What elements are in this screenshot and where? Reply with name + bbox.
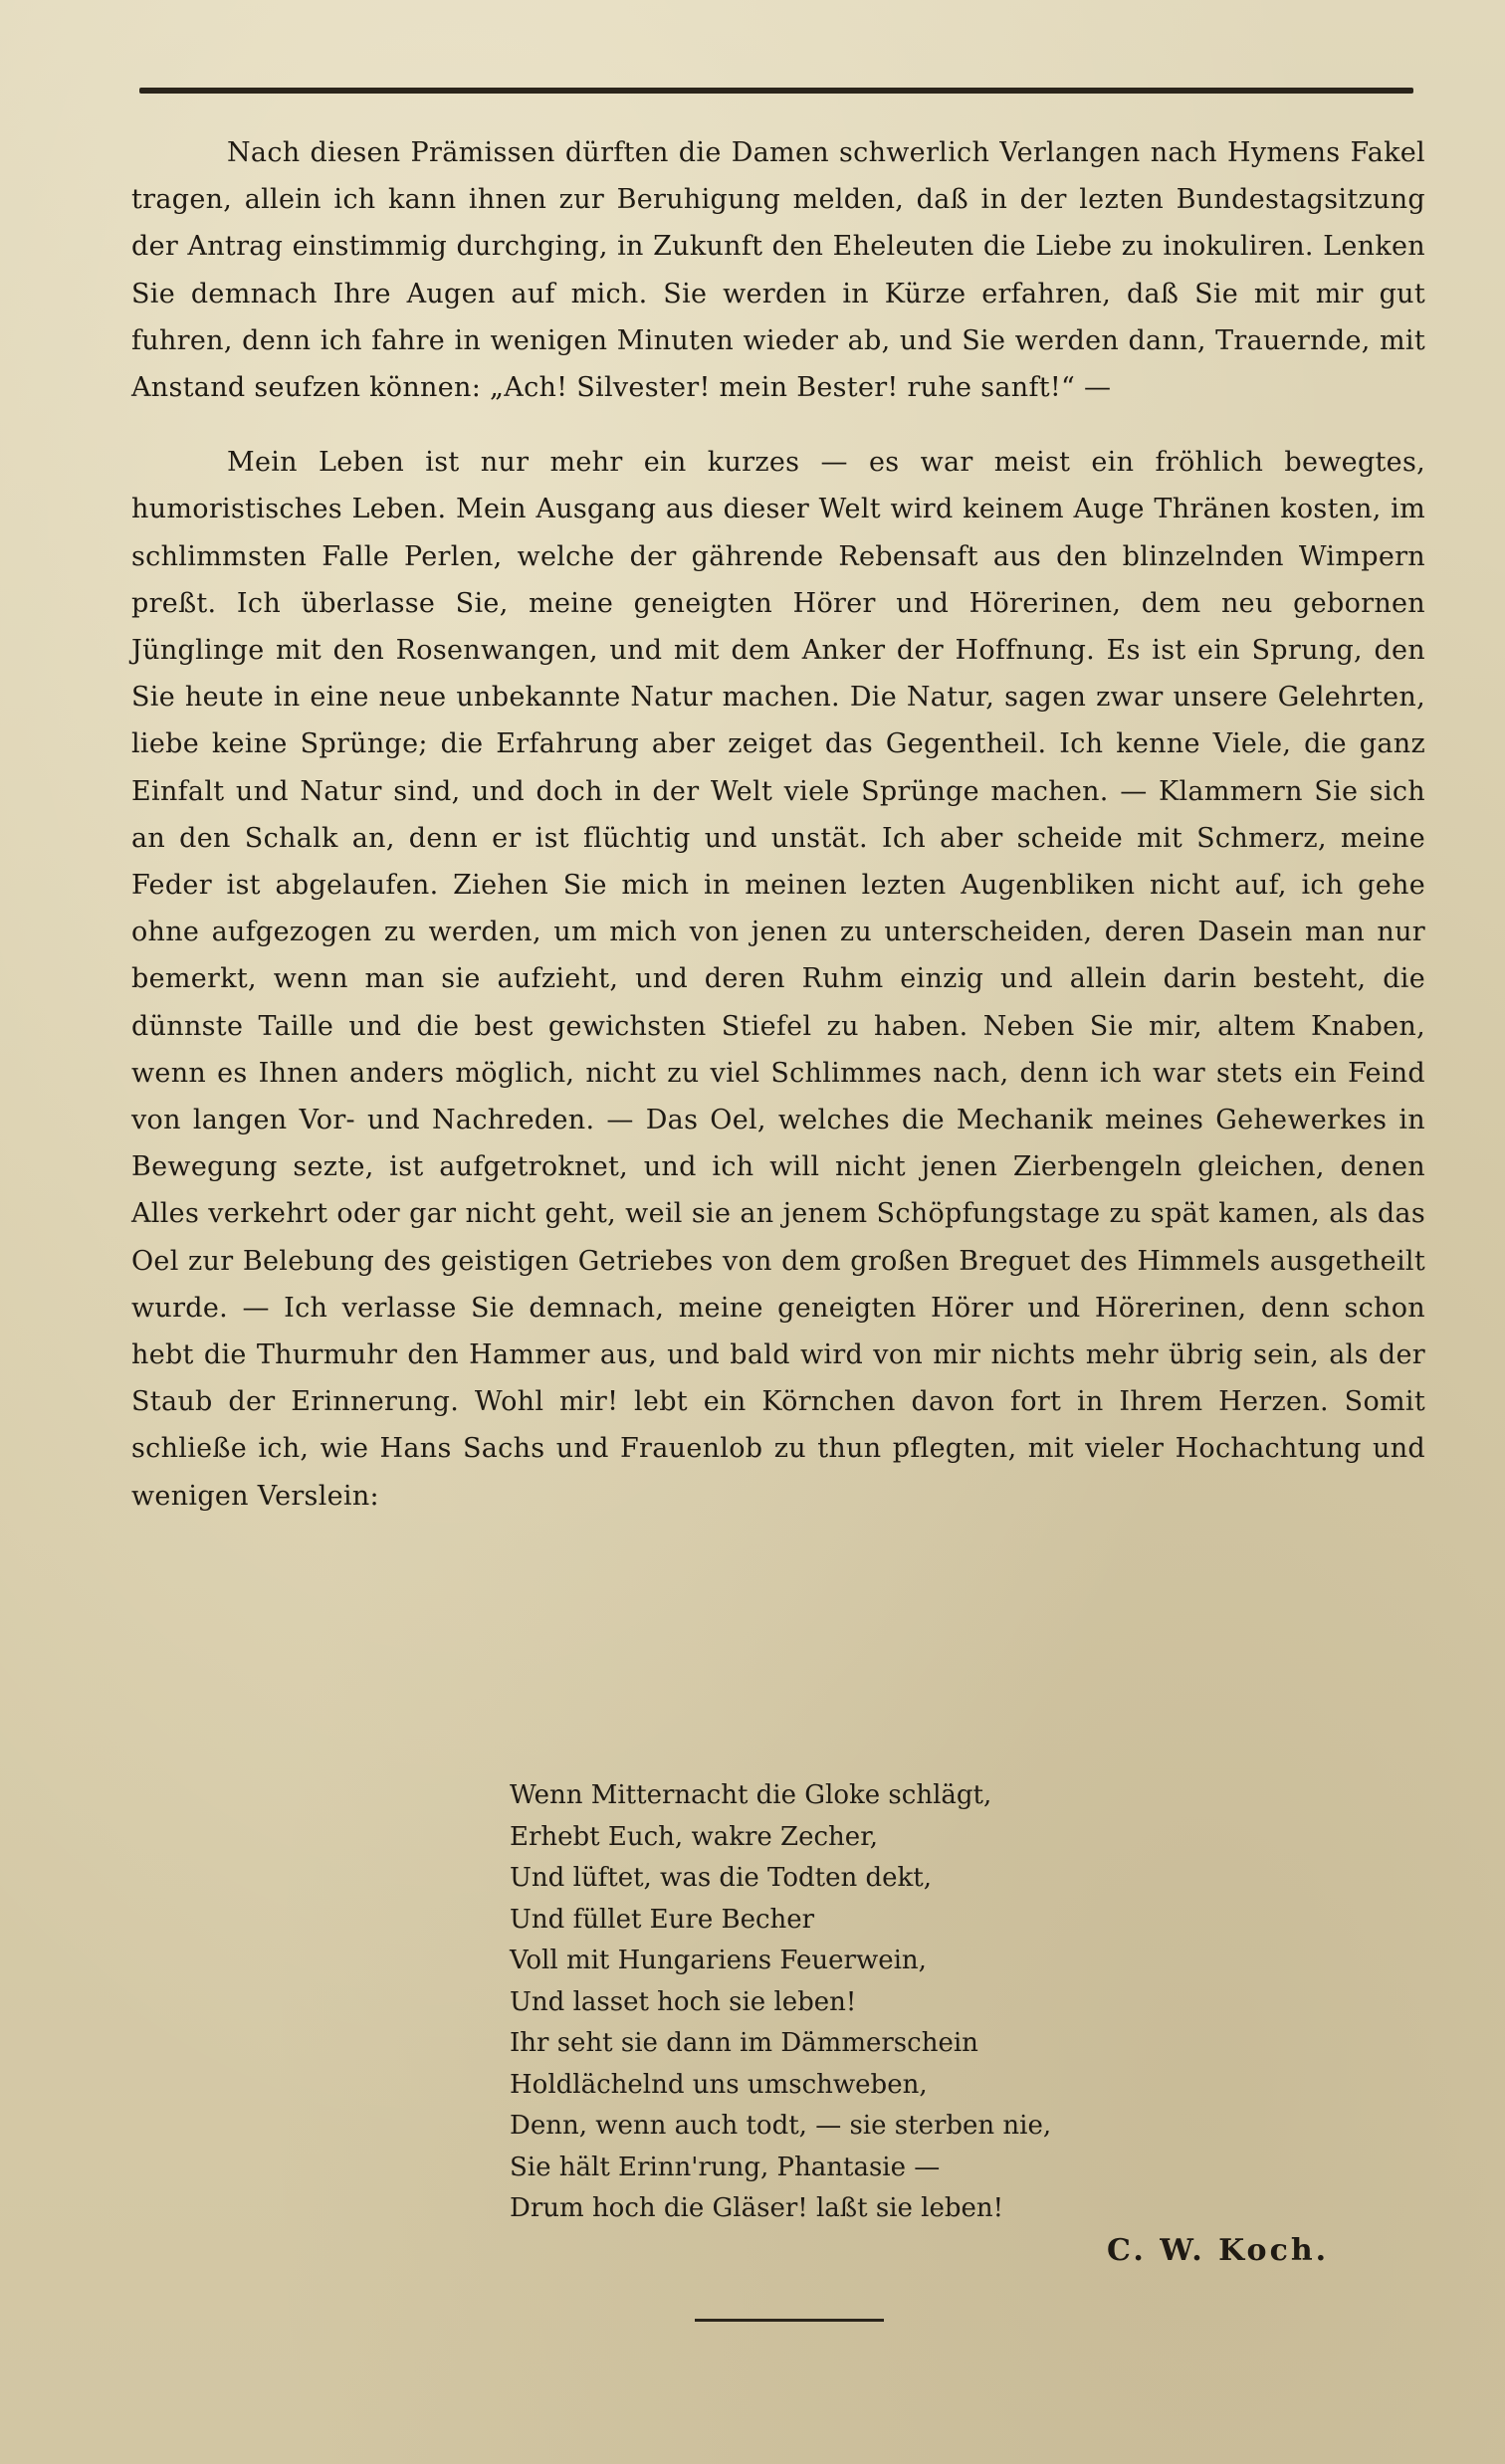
body-text	[131, 129, 1425, 1520]
verse-line-6: Und lasset hoch sie leben!	[510, 1986, 857, 2017]
top-rule	[139, 88, 1413, 94]
verse-line-1: Wenn Mitternacht die Gloke schlägt,	[510, 1780, 992, 1810]
verse-block	[510, 1775, 1266, 2230]
verse-line-9: Denn, wenn auch todt, — sie sterben nie,	[510, 2111, 1052, 2141]
verse-line-3: Und lüftet, was die Todten dekt,	[510, 1863, 932, 1893]
verse-line-5: Voll mit Hungariens Feuerwein,	[510, 1946, 927, 1975]
paragraph-2: Mein Leben ist nur mehr ein kurzes — es war meist ein fröhlich bewegtes, humoristisches Leben. Mein Ausgang aus dieser Welt wird keinem Auge Thränen kosten, im schlimmsten Falle Perlen, welche der gährende Rebensaft aus den blinzelnden Wimpern preßt. Ich überlasse Sie, meine geneigten Hörer und Hörerinen, dem neu gebornen Jünglinge mit den Rosenwangen, und mit dem Anker der Hoffnung. Es ist ein Sprung, den Sie heute in eine neue unbekannte Natur machen. Die Natur, sagen zwar unsere Gelehrten, liebe keine Sprünge; die Erfahrung aber zeiget das Gegentheil. Ich kenne Viele, die ganz Einfalt und Natur sind, und doch in der Welt viele Sprünge machen. — Klammern Sie sich an den Schalk an, denn er ist flüchtig und unstät. Ich aber scheide mit Schmerz, meine Feder ist abgelaufen. Ziehen Sie mich in meinen lezten Augenbliken nicht auf, ich gehe ohne aufgezogen zu werden, um mich von jenen zu unterscheiden, deren Dasein man nur bemerkt, wenn man sie aufzieht, und deren Ruhm einzig und allein darin besteht, die dünnste Taille und die best gewichsten Stiefel zu haben. Neben Sie mir, altem Knaben, wenn es Ihnen anders möglich, nicht zu viel Schlimmes nach, denn ich war stets ein Feind von langen Vor- und Nachreden. — Das Oel, welches die Mechanik meines Gehewerkes in Bewegung sezte, ist aufgetroknet, und ich will nicht jenen Zierbengeln gleichen, denen Alles verkehrt oder gar nicht geht, weil sie an jenem Schöpfungstage zu spät kamen, als das Oel zur Belebung des geistigen Getriebes von dem großen Breguet des Himmels ausgetheilt wurde. — Ich verlasse Sie demnach, meine geneigten Hörer und Hörerinen, denn schon hebt die Thurmuhr den Hammer aus, und bald wird von mir nichts mehr übrig sein, als der Staub der Erinnerung. Wohl mir! lebt ein Körnchen davon fort in Ihrem Herzen. Somit schließe ich, wie Hans Sachs und Frauenlob zu thun pflegten, mit vieler Hochachtung und wenigen Verslein:	[131, 447, 1425, 1512]
paragraph-1: Nach diesen Prämissen dürften die Damen schwerlich Verlangen nach Hymens Fakel tragen, allein ich kann ihnen zur Beruhigung melden, daß in der lezten Bundestagsitzung der Antrag einstimmig durchging, in Zukunft den Eheleuten die Liebe zu inokuliren. Lenken Sie demnach Ihre Augen auf mich. Sie werden in Kürze erfahren, daß Sie mit mir gut fuhren, denn ich fahre in wenigen Minuten wieder ab, und Sie werden dann, Trauernde, mit Anstand seufzen können: „Ach! Silvester! mein Bester! ruhe sanft!“ —	[131, 137, 1425, 404]
verse-line-11: Drum hoch die Gläser! laßt sie leben!	[510, 2193, 1004, 2223]
author-signature: C. W. Koch.	[1107, 2233, 1330, 2268]
verse-line-7: Ihr seht sie dann im Dämmerschein	[510, 2028, 978, 2058]
verse-line-8: Holdlächelnd uns umschweben,	[510, 2069, 928, 2100]
verse-line-4: Und füllet Eure Becher	[510, 1904, 815, 1935]
verse-line-2: Erhebt Euch, wakre Zecher,	[510, 1821, 879, 1852]
bottom-rule	[695, 2319, 884, 2322]
verse-line-10: Sie hält Erinn'rung, Phantasie —	[510, 2152, 941, 2182]
